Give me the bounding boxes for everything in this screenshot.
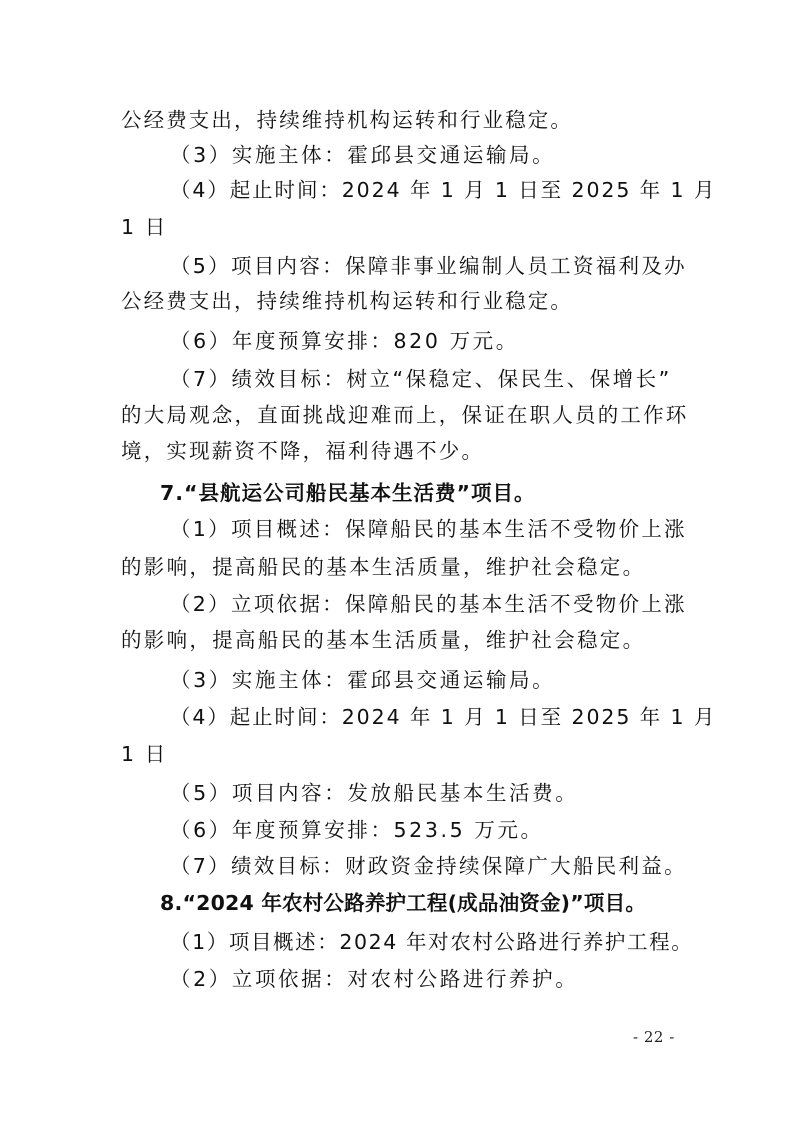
paragraph-line: 境，实现薪资不降，福利待遇不少。 [121, 439, 485, 463]
paragraph-line: （2）立项依据：对农村公路进行养护。 [170, 967, 579, 991]
paragraph-line: 公经费支出，持续维持机构运转和行业稳定。 [121, 289, 573, 313]
paragraph-line: （7）绩效目标：财政资金持续保障广大船民利益。 [170, 854, 687, 878]
section-heading: 7.“县航运公司船民基本生活费”项目。 [160, 481, 536, 505]
paragraph-line: （3）实施主体：霍邱县交通运输局。 [170, 668, 556, 692]
paragraph-line: 公经费支出，持续维持机构运转和行业稳定。 [121, 108, 573, 132]
paragraph-line: （5）项目内容：保障非事业编制人员工资福利及办 [170, 254, 687, 278]
page-number: - 22 - [633, 1028, 675, 1046]
paragraph-line: 1 日 [121, 742, 168, 766]
paragraph-line: （1）项目概述：2024 年对农村公路进行养护工程。 [170, 930, 694, 954]
paragraph-line: 的影响，提高船民的基本生活质量，维护社会稳定。 [121, 555, 646, 579]
paragraph-line: （6）年度预算安排：523.5 万元。 [170, 818, 544, 842]
paragraph-line: （1）项目概述：保障船民的基本生活不受物价上涨 [170, 517, 687, 541]
paragraph-line: （6）年度预算安排：820 万元。 [170, 329, 519, 353]
paragraph-line: 的大局观念，直面挑战迎难而上，保证在职人员的工作环 [121, 403, 689, 427]
paragraph-line: （7）绩效目标：树立“保稳定、保民生、保增长” [170, 367, 672, 391]
section-heading: 8.“2024 年农村公路养护工程(成品油资金)”项目。 [160, 891, 647, 915]
paragraph-line: 的影响，提高船民的基本生活质量，维护社会稳定。 [121, 628, 646, 652]
paragraph-line: （5）项目内容：发放船民基本生活费。 [170, 781, 579, 805]
paragraph-line: （2）立项依据：保障船民的基本生活不受物价上涨 [170, 592, 687, 616]
paragraph-line: （4）起止时间：2024 年 1 月 1 日至 2025 年 1 月 [170, 705, 717, 729]
paragraph-line: （4）起止时间：2024 年 1 月 1 日至 2025 年 1 月 [170, 178, 717, 202]
paragraph-line: （3）实施主体：霍邱县交通运输局。 [170, 143, 556, 167]
paragraph-line: 1 日 [121, 215, 168, 239]
